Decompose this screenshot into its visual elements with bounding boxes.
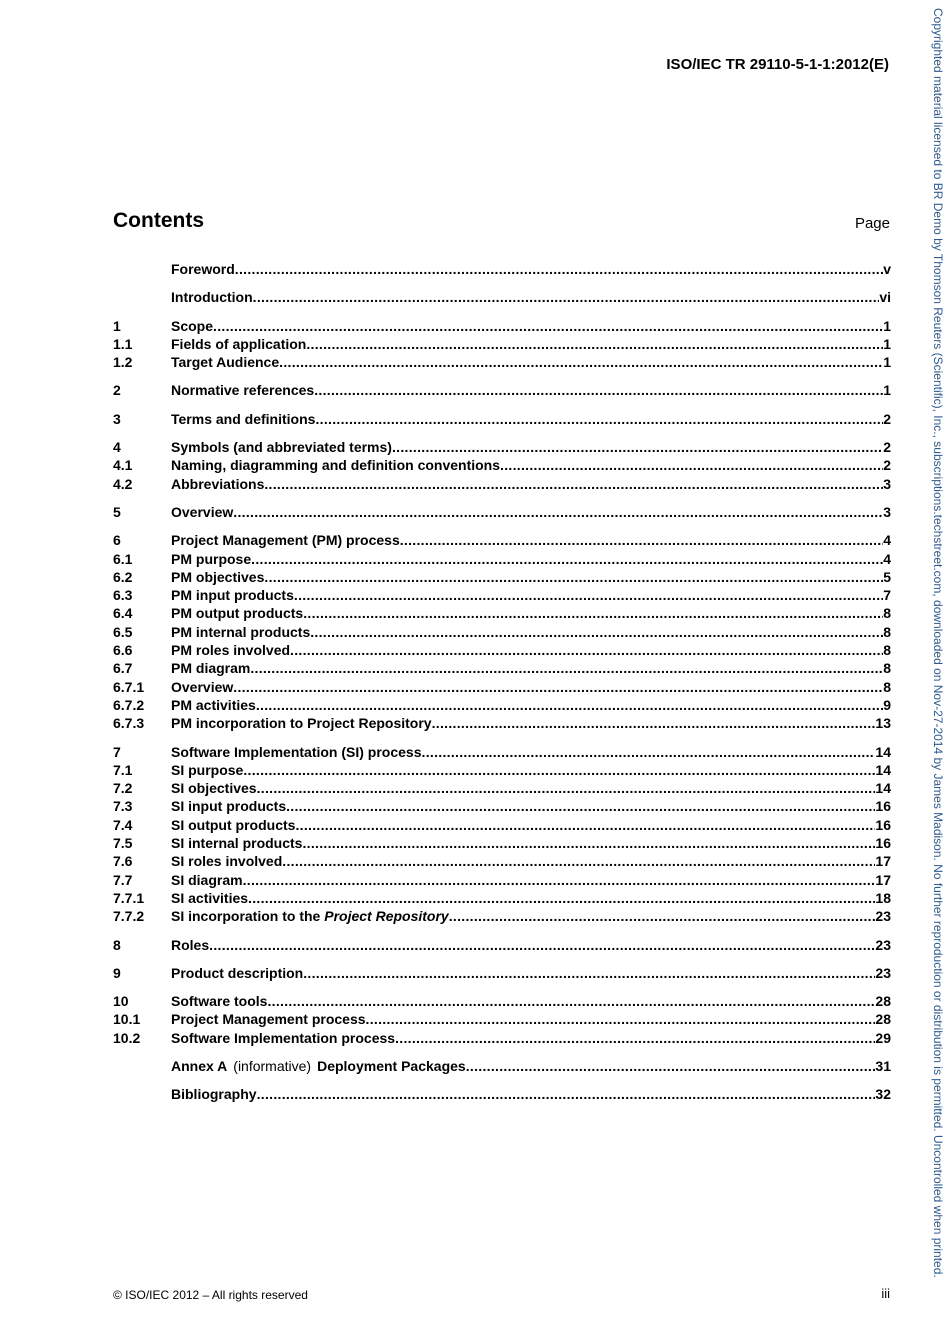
toc-entry[interactable] [113,797,891,815]
toc-entry-title [171,475,264,493]
toc-entry-number: 6.3 [113,587,133,604]
toc-dot-leader [366,1010,876,1028]
footer-page-number: iii [881,1286,890,1301]
contents-title: Contents [113,209,204,232]
toc-entry[interactable] [113,604,891,622]
toc-entry-title [171,871,243,889]
toc-entry[interactable] [113,761,891,779]
toc-entry-number: 7.4 [113,816,133,833]
toc-dot-leader [251,550,883,568]
toc-entry-page: 23 [875,964,891,981]
toc-entry-number: 9 [113,964,121,981]
toc-entry-title [171,353,279,371]
toc-entry[interactable] [113,1057,891,1075]
toc-entry-number: 6.6 [113,642,133,659]
toc-dot-leader [303,604,883,622]
toc-dot-leader [290,641,883,659]
toc-entry-title-text: Naming, diagramming and definition conventions [171,457,501,474]
toc-dot-leader [256,696,883,714]
toc-entry-page: 8 [883,623,891,640]
toc-entry-page: 8 [883,678,891,695]
toc-entry-title-text: PM activities [171,696,256,713]
toc-entry-number: 7.7.1 [113,889,145,906]
toc-entry-title [171,936,209,954]
toc-entry-title [171,623,310,641]
toc-group [113,438,891,493]
toc-entry-title [171,568,264,586]
toc-entry-page: 18 [875,889,891,906]
toc-entry[interactable] [113,743,891,761]
toc-entry-title-text: Overview [171,503,234,520]
toc-entry-title [171,1029,395,1047]
toc-entry-title [171,1010,366,1028]
toc-entry[interactable] [113,475,891,493]
toc-entry[interactable] [113,438,891,456]
toc-entry-title-text: PM diagram [171,660,251,677]
toc-dot-leader [315,410,883,428]
toc-entry[interactable] [113,1085,891,1103]
toc-entry-page: 1 [883,382,891,399]
toc-dot-leader [233,503,883,521]
toc-entry[interactable] [113,456,891,474]
toc-entry-title-text: Software tools [171,993,268,1010]
toc-entry-page: 5 [883,568,891,585]
toc-entry[interactable] [113,1029,891,1047]
toc-entry[interactable] [113,696,891,714]
toc-entry-page: 31 [875,1057,891,1074]
toc-entry-page: 28 [875,993,891,1010]
toc-entry-title-text: SI purpose [171,761,244,778]
toc-entry-title-text: Target Audience [171,354,280,371]
toc-entry-title [171,550,251,568]
toc-entry-title-text: Fields of application [171,335,307,352]
toc-entry-page: v [883,261,891,277]
toc-entry-page: 9 [883,696,891,713]
toc-entry-title-text: Roles [171,936,210,953]
toc-entry[interactable] [113,852,891,870]
toc-group [113,260,891,278]
toc-entry-title [171,761,243,779]
toc-entry-page: 8 [883,642,891,659]
toc-entry-title-text: SI internal products [171,835,303,852]
toc-entry-page: 14 [875,761,891,778]
toc-entry-page: 16 [875,816,891,833]
toc-entry[interactable] [113,964,891,982]
toc-entry-title [171,641,290,659]
toc-entry-page: 1 [883,335,891,352]
toc-entry-number: 6.7.1 [113,678,145,695]
toc-dot-leader [449,907,876,925]
toc-entry-title [171,816,295,834]
toc-entry-page: 1 [883,354,891,371]
toc-dot-leader [264,475,883,493]
toc-entry-title-text: PM output products [171,605,304,622]
toc-entry-title-text: PM purpose [171,550,252,567]
toc-entry-title [171,714,432,732]
toc-entry-title [171,604,303,622]
toc-entry-page: 23 [875,908,891,925]
toc-dot-leader [306,335,883,353]
toc-dot-leader [248,889,875,907]
toc-entry-title-text: Project Management (PM) process [171,532,400,549]
toc-entry[interactable] [113,659,891,677]
toc-entry-page: 3 [883,503,891,520]
toc-entry-title [171,586,294,604]
toc-entry-title-text: Software Implementation (SI) process [171,743,422,760]
toc-entry-title-text: Symbols (and abbreviated terms) [171,439,392,456]
toc-entry-page: vi [879,289,891,306]
toc-entry-page: 8 [883,605,891,622]
toc-entry-title [171,797,286,815]
toc-dot-leader [314,381,883,399]
toc-entry-title-italic: Project Repository [324,908,449,925]
toc-entry-number: 1 [113,317,121,334]
toc-entry-title [171,288,253,306]
toc-entry-title-text: Project Management process [171,1011,366,1028]
toc-group [113,936,891,954]
toc-entry[interactable] [113,623,891,641]
toc-entry-number: 6.7.2 [113,696,145,713]
toc-entry[interactable] [113,381,891,399]
toc-entry-number: 7.1 [113,761,133,778]
toc-entry[interactable] [113,260,891,278]
toc-entry[interactable] [113,641,891,659]
toc-entry-title-text: Terms and definitions [171,410,316,427]
toc-entry-title [171,438,392,456]
toc-entry-number: 7.5 [113,835,133,852]
toc-entry-title [171,992,267,1010]
toc-entry-title-text: SI activities [171,889,249,906]
toc-entry-title-informative: (informative) [233,1057,312,1074]
toc-entry-title-text: Product description [171,964,304,981]
toc-entry-title-suffix: Deployment Packages [317,1057,466,1074]
toc-dot-leader [295,816,875,834]
toc-entry[interactable] [113,834,891,852]
toc-entry-number: 7.7 [113,871,133,888]
toc-entry[interactable] [113,871,891,889]
toc-entry-page: 17 [875,853,891,870]
toc-entry-title [171,531,400,549]
toc-entry-title-text: Introduction [171,289,253,306]
toc-entry-page: 8 [883,660,891,677]
toc-entry-number: 10.2 [113,1029,141,1046]
toc-group [113,531,891,732]
toc-entry-page: 17 [875,871,891,888]
side-copyright-text: Copyrighted material licensed to BR Demo by Thomson Reuters (Scientific), Inc., subscriptions.techstreet.com, downloaded on Nov-27-2014 by James Madison. No further reproduction or distribution is permitted. Uncontrolled when printed. [931,8,945,1278]
toc-entry-number: 7.7.2 [113,908,145,925]
toc-entry-number: 4 [113,439,121,456]
toc-entry[interactable] [113,907,891,925]
toc-group [113,992,891,1047]
toc-entry-number: 6.5 [113,623,133,640]
toc-entry-title [171,1085,257,1103]
toc-entry[interactable] [113,568,891,586]
toc-entry-title-text: PM incorporation to Project Repository [171,715,432,732]
toc-entry-number: 7.3 [113,798,133,815]
toc-entry-title [171,335,306,353]
toc-entry-number: 6.7 [113,660,133,677]
toc-entry[interactable] [113,992,891,1010]
toc-entry-title [171,907,449,925]
toc-entry-title-text: SI objectives [171,780,257,797]
toc-entry-title [171,779,257,797]
toc-entry-page: 4 [883,550,891,567]
toc-dot-leader [500,456,883,474]
toc-entry-number: 1.1 [113,335,133,352]
toc-entry-title-text: SI output products [171,816,296,833]
toc-dot-leader [422,743,876,761]
toc-dot-leader [253,288,880,306]
toc-entry-title-text: PM objectives [171,568,265,585]
toc-dot-leader [282,852,875,870]
toc-entry-title-text: PM input products [171,587,294,604]
toc-dot-leader [213,317,883,335]
toc-group [113,288,891,306]
toc-entry-page: 28 [875,1011,891,1028]
toc-entry-title [171,503,233,521]
toc-dot-leader [235,260,883,278]
toc-entry-number: 7 [113,743,121,760]
toc-entry[interactable] [113,288,891,306]
toc-group [113,1057,891,1075]
toc-dot-leader [392,438,883,456]
toc-entry-title-text: Annex A [171,1057,228,1074]
toc-entry-page: 4 [883,532,891,549]
toc-entry-title [171,834,302,852]
toc-group [113,410,891,428]
side-copyright-notice [931,8,945,1344]
toc-entry-page: 2 [883,457,891,474]
toc-dot-leader [267,992,875,1010]
toc-entry[interactable] [113,550,891,568]
toc-entry-title [171,678,233,696]
toc-entry-page: 16 [875,798,891,815]
toc-entry-title-text: Scope [171,317,214,334]
toc-entry-title-text: Overview [171,678,234,695]
document-header-id: ISO/IEC TR 29110-5-1-1:2012(E) [666,56,889,73]
toc-entry-title [171,659,250,677]
toc-entry-title-text: Abbreviations [171,475,265,492]
toc-entry-number: 5 [113,503,121,520]
toc-dot-leader [466,1057,876,1075]
toc-dot-leader [400,531,883,549]
toc-entry-title-text: SI roles involved [171,853,283,870]
toc-dot-leader [250,659,883,677]
table-of-contents [113,260,891,1114]
toc-entry-page: 3 [883,475,891,492]
toc-entry-page: 13 [875,715,891,732]
toc-entry-title-text: Software Implementation process [171,1029,396,1046]
toc-entry[interactable] [113,317,891,335]
toc-entry-title-text: SI incorporation to the [171,908,325,925]
toc-entry-title-text: Bibliography [171,1086,257,1103]
toc-group [113,743,891,926]
toc-entry-page: 16 [875,835,891,852]
toc-entry-title-text: Normative references [171,382,315,399]
toc-group [113,1085,891,1103]
toc-entry-number: 10.1 [113,1011,141,1028]
toc-entry-title [171,260,235,278]
toc-entry[interactable] [113,714,891,732]
toc-entry[interactable] [113,936,891,954]
toc-entry[interactable] [113,335,891,353]
toc-entry-number: 3 [113,410,121,427]
toc-entry-number: 6.4 [113,605,133,622]
toc-entry-page: 14 [875,780,891,797]
toc-entry-title-text: PM internal products [171,623,311,640]
toc-dot-leader [257,1085,876,1103]
toc-entry-title [171,410,315,428]
toc-dot-leader [264,568,883,586]
toc-dot-leader [233,678,883,696]
toc-entry-number: 4.2 [113,475,133,492]
toc-entry-number: 6.1 [113,550,133,567]
toc-dot-leader [395,1029,875,1047]
toc-entry-title [171,456,500,474]
toc-entry-page: 2 [883,439,891,456]
toc-entry-title [171,381,314,399]
toc-dot-leader [310,623,883,641]
toc-dot-leader [286,797,875,815]
toc-entry[interactable] [113,503,891,521]
toc-dot-leader [243,871,876,889]
toc-entry[interactable] [113,779,891,797]
toc-group [113,381,891,399]
toc-entry-number: 6 [113,532,121,549]
toc-entry-number: 10 [113,993,129,1010]
toc-entry-page: 32 [875,1086,891,1103]
toc-entry-number: 4.1 [113,457,133,474]
toc-entry-number: 7.2 [113,780,133,797]
page-column-label: Page [854,215,890,232]
toc-group [113,503,891,521]
toc-entry[interactable] [113,410,891,428]
toc-entry[interactable] [113,816,891,834]
toc-group [113,317,891,372]
toc-entry-title [171,852,282,870]
toc-entry-title-text: SI diagram [171,871,243,888]
toc-entry-number: 6.7.3 [113,715,145,732]
toc-entry[interactable] [113,889,891,907]
toc-entry-page: 14 [875,743,891,760]
toc-dot-leader [294,586,883,604]
toc-entry-page: 2 [883,410,891,427]
toc-entry-title [171,964,303,982]
toc-entry-page: 1 [883,317,891,334]
toc-entry-title [171,1057,466,1075]
toc-dot-leader [257,779,876,797]
toc-dot-leader [303,964,875,982]
toc-entry-page: 29 [875,1029,891,1046]
toc-entry-title [171,696,256,714]
toc-entry-number: 6.2 [113,568,133,585]
toc-dot-leader [279,353,883,371]
toc-entry-number: 2 [113,382,121,399]
toc-entry-title [171,317,213,335]
toc-dot-leader [209,936,875,954]
toc-dot-leader [432,714,876,732]
toc-entry[interactable] [113,586,891,604]
toc-dot-leader [243,761,875,779]
toc-entry-number: 1.2 [113,354,133,371]
toc-entry-page: 23 [875,936,891,953]
toc-group [113,964,891,982]
toc-entry[interactable] [113,1010,891,1028]
toc-entry-title-text: SI input products [171,798,287,815]
toc-entry-title [171,889,248,907]
toc-entry[interactable] [113,531,891,549]
toc-dot-leader [302,834,875,852]
toc-entry-number: 7.6 [113,853,133,870]
toc-entry-number: 8 [113,936,121,953]
toc-entry-title-text: Foreword [171,261,235,277]
footer-copyright: © ISO/IEC 2012 – All rights reserved [113,1288,308,1302]
toc-entry-title-text: PM roles involved [171,642,291,659]
toc-entry[interactable] [113,678,891,696]
toc-entry-title [171,743,422,761]
toc-entry[interactable] [113,353,891,371]
toc-entry-page: 7 [883,587,891,604]
